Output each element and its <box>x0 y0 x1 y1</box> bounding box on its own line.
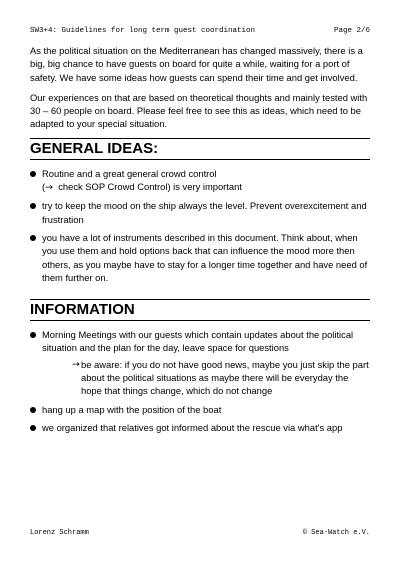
bullet-icon <box>30 203 36 209</box>
list-item <box>30 199 370 226</box>
list-item <box>30 328 370 397</box>
information-heading: INFORMATION <box>30 299 370 321</box>
information-section <box>30 299 370 434</box>
bullet-icon <box>30 332 36 338</box>
intro-paragraph-1: As the political situation on the Mediterranean has changed massively, there is a big, big chance to have guests on board for quite a while, waiting for a port of safety. We have some ideas how guests can spend their time and get involved. <box>30 45 363 83</box>
list-item-note <box>60 358 370 398</box>
list-item <box>30 167 370 195</box>
page-content <box>30 44 370 439</box>
list-item-text: you have a lot of instruments described in this document. Think about, when you use them and hold options back that can influence the mood more then others, as you maybe have to stay for a longer time together and have need of them further on. <box>42 231 368 283</box>
list-item-note-text: check SOP Crowd Control) is very important <box>58 181 242 193</box>
list-item <box>30 421 370 434</box>
page-footer <box>30 529 370 537</box>
list-item-note <box>42 180 370 194</box>
bullet-icon <box>30 425 36 431</box>
document-title: SW3+4: Guidelines for long term guest coordination <box>30 27 256 35</box>
list-item-text: Routine and a great general crowd control <box>42 167 217 179</box>
open-paren: ( <box>42 181 46 193</box>
list-item-text: try to keep the mood on the ship always the level. Prevent overexcitement and frustration <box>42 200 367 225</box>
list-item <box>30 231 370 284</box>
general-ideas-heading: GENERAL IDEAS: <box>30 138 370 160</box>
list-item-text: hang up a map with the position of the boat <box>42 403 222 415</box>
list-item-note-text: be aware: if you do not have good news, maybe you just skip the part about the political situations as maybe there will be everyday the hope that things change, which do not change <box>81 358 369 397</box>
page-number: Page 2/6 <box>333 27 370 35</box>
footer-author: Lorenz Schramm <box>30 529 89 537</box>
arrow-right-icon: → <box>45 182 53 194</box>
bullet-icon <box>30 235 36 241</box>
general-ideas-section <box>30 138 370 284</box>
page-header <box>30 27 370 35</box>
general-ideas-list <box>30 167 370 284</box>
list-item-text: Morning Meetings with our guests which contain updates about the political situation and the plan for the day, leave space for questions <box>42 329 354 354</box>
list-item <box>30 403 370 416</box>
bullet-icon <box>30 171 36 177</box>
information-list <box>30 328 370 434</box>
footer-copyright: © Sea-Watch e.V. <box>302 529 370 537</box>
bullet-icon <box>30 407 36 413</box>
arrow-right-icon: → <box>72 358 80 370</box>
list-item-text: we organized that relatives got informed about the rescue via what's app <box>42 421 343 433</box>
intro-paragraph-2: Our experiences on that are based on theoretical thoughts and mainly tested with 30 – 60 people on board. Please feel free to see this as ideas, which need to be adapted to your special situation. <box>30 91 368 130</box>
